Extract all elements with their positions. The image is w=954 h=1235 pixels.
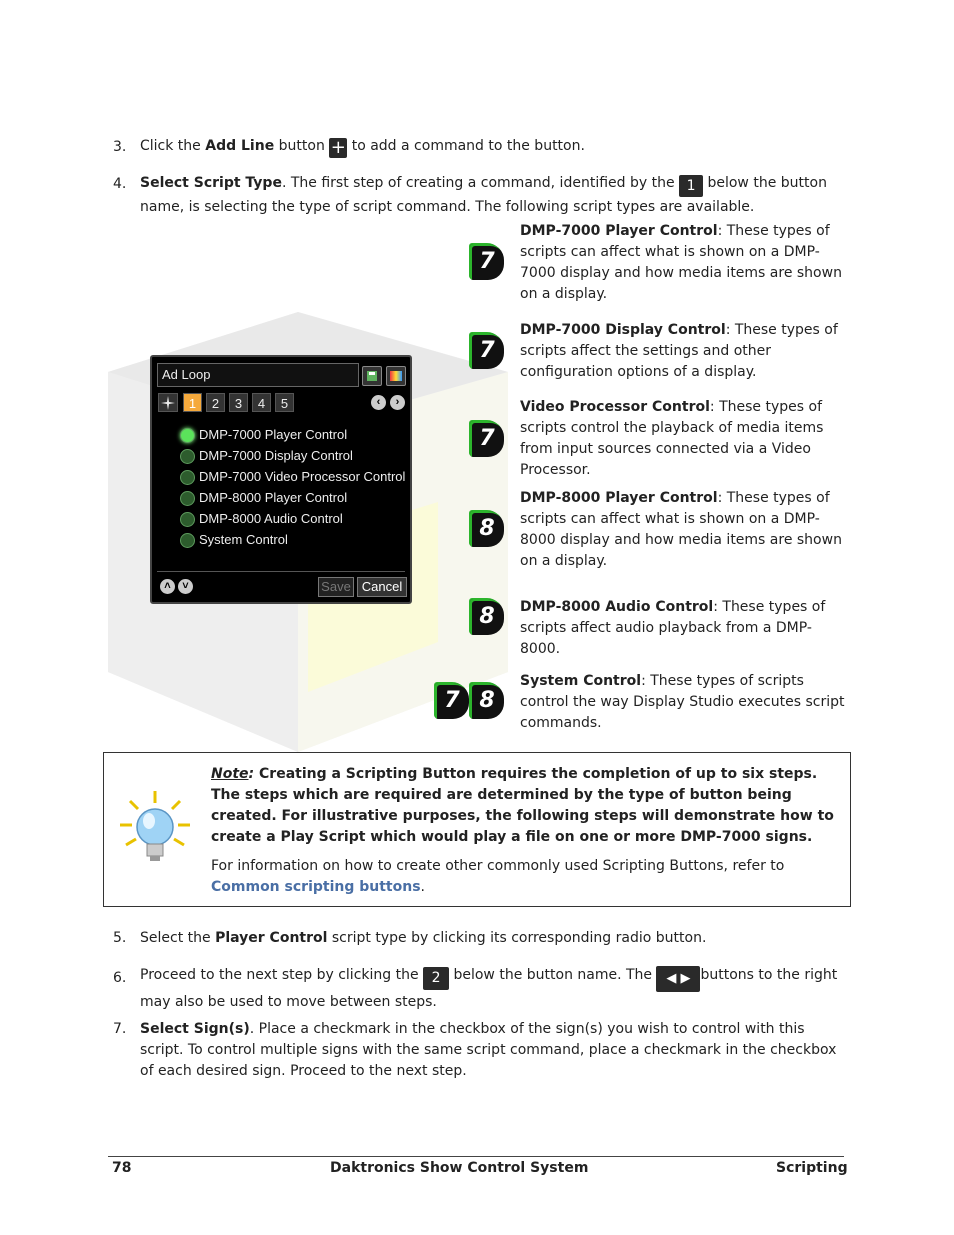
panel-divider <box>157 571 405 572</box>
step-tab-4[interactable]: 4 <box>252 393 271 412</box>
button-name-input[interactable]: Ad Loop <box>157 363 359 387</box>
lightbulb-icon <box>118 789 192 869</box>
dmp7000-badge: 7 <box>435 683 469 719</box>
prev-next-arrows-icon: ◀ ▶ <box>656 966 700 992</box>
save-button[interactable]: Save <box>318 577 354 597</box>
note-bold-text: Note: Creating a Scripting Button requires the completion of up to six steps. The steps which are required are determined by the type of button being created. For illustrative purposes, the following steps will demonstrate how to create a Play Script which would play a file on one or more DMP-7000 signs. <box>211 766 834 845</box>
script-type-item: Video Processor Control: These types of scripts control the playback of media items from input sources connected via a Video Processor. <box>520 399 824 478</box>
footer-section: Scripting <box>776 1160 848 1176</box>
dmp8000-badge: 8 <box>470 683 504 719</box>
step-one-icon: 1 <box>679 175 703 197</box>
step-number: 7. <box>113 1021 127 1037</box>
step-number: 5. <box>113 930 127 946</box>
step-number: 6. <box>113 970 127 986</box>
prev-step-icon[interactable]: ‹ <box>371 395 386 410</box>
radio-icon[interactable] <box>180 533 195 548</box>
script-type-item: DMP-8000 Player Control: These types of scripts can affect what is shown on a DMP-8000 display and how media items are shown on a display. <box>520 490 842 569</box>
dmp8000-badge: 8 <box>470 599 504 635</box>
step-tab-1[interactable]: 1 <box>183 393 202 412</box>
add-line-icon: + <box>330 137 346 158</box>
radio-icon[interactable] <box>180 449 195 464</box>
script-type-item: DMP-7000 Player Control: These types of scripts can affect what is shown on a DMP-7000 display and how media items are shown on a display. <box>520 223 842 302</box>
move-down-icon[interactable]: ˅ <box>178 579 193 594</box>
page-number: 78 <box>112 1160 132 1176</box>
add-line-icon[interactable] <box>158 393 178 412</box>
dmp7000-badge: 7 <box>470 333 504 369</box>
step-tab-3[interactable]: 3 <box>229 393 248 412</box>
step-4-text: Select Script Type. The first step of creating a command, identified by the 1 below the button name, is selecting the type of script command. The following script types are available. <box>140 175 827 215</box>
step-3-text: Click the Add Line button + to add a command to the button. <box>140 137 585 158</box>
radio-selected-icon[interactable] <box>180 428 195 443</box>
dmp7000-badge: 7 <box>470 244 504 280</box>
dmp7000-badge: 7 <box>470 421 504 457</box>
script-type-item: System Control: These types of scripts control the way Display Studio executes script commands. <box>520 673 845 731</box>
step-tab-2[interactable]: 2 <box>206 393 225 412</box>
script-editor-panel: Ad Loop 1 2 3 4 5 ‹ › DMP-7000 Player Control DMP-7000 Display Control DMP-7000 Video Processor Control DMP-8000 Player Control DMP-8000 Audio Control System Control ˄ ˅ Save Cancel <box>150 355 412 604</box>
script-type-item: DMP-8000 Audio Control: These types of scripts affect audio playback from a DMP-8000. <box>520 599 826 657</box>
dmp8000-badge: 8 <box>470 511 504 547</box>
footer-title: Daktronics Show Control System <box>330 1160 589 1176</box>
radio-icon[interactable] <box>180 491 195 506</box>
step-tab-5[interactable]: 5 <box>275 393 294 412</box>
next-step-icon[interactable]: › <box>390 395 405 410</box>
note-text: For information on how to create other commonly used Scripting Buttons, refer to Common scripting buttons. <box>211 858 785 895</box>
script-type-item: DMP-7000 Display Control: These types of scripts affect the settings and other configuration options of a display. <box>520 322 838 380</box>
footer-divider <box>108 1156 844 1157</box>
step-two-icon: 2 <box>423 967 449 990</box>
cancel-button[interactable]: Cancel <box>357 577 407 597</box>
note-box <box>103 752 851 907</box>
step-number: 4. <box>113 176 127 192</box>
step-number: 3. <box>113 139 127 155</box>
common-scripting-buttons-link[interactable]: Common scripting buttons <box>211 879 421 895</box>
move-up-icon[interactable]: ˄ <box>160 579 175 594</box>
step-6-text: Proceed to the next step by clicking the 2 below the button name. The ◀ ▶ buttons to the right may also be used to move between steps. <box>140 967 838 1010</box>
save-icon[interactable] <box>362 366 382 386</box>
color-palette-icon[interactable] <box>386 366 406 386</box>
step-7-text: Select Sign(s). Place a checkmark in the checkbox of the sign(s) you wish to control with this script. To control multiple signs with the same script command, place a checkmark in the checkbox of each desired sign. Proceed to the next step. <box>140 1021 837 1079</box>
radio-icon[interactable] <box>180 512 195 527</box>
radio-icon[interactable] <box>180 470 195 485</box>
step-5-text: Select the Player Control script type by clicking its corresponding radio button. <box>140 930 707 946</box>
